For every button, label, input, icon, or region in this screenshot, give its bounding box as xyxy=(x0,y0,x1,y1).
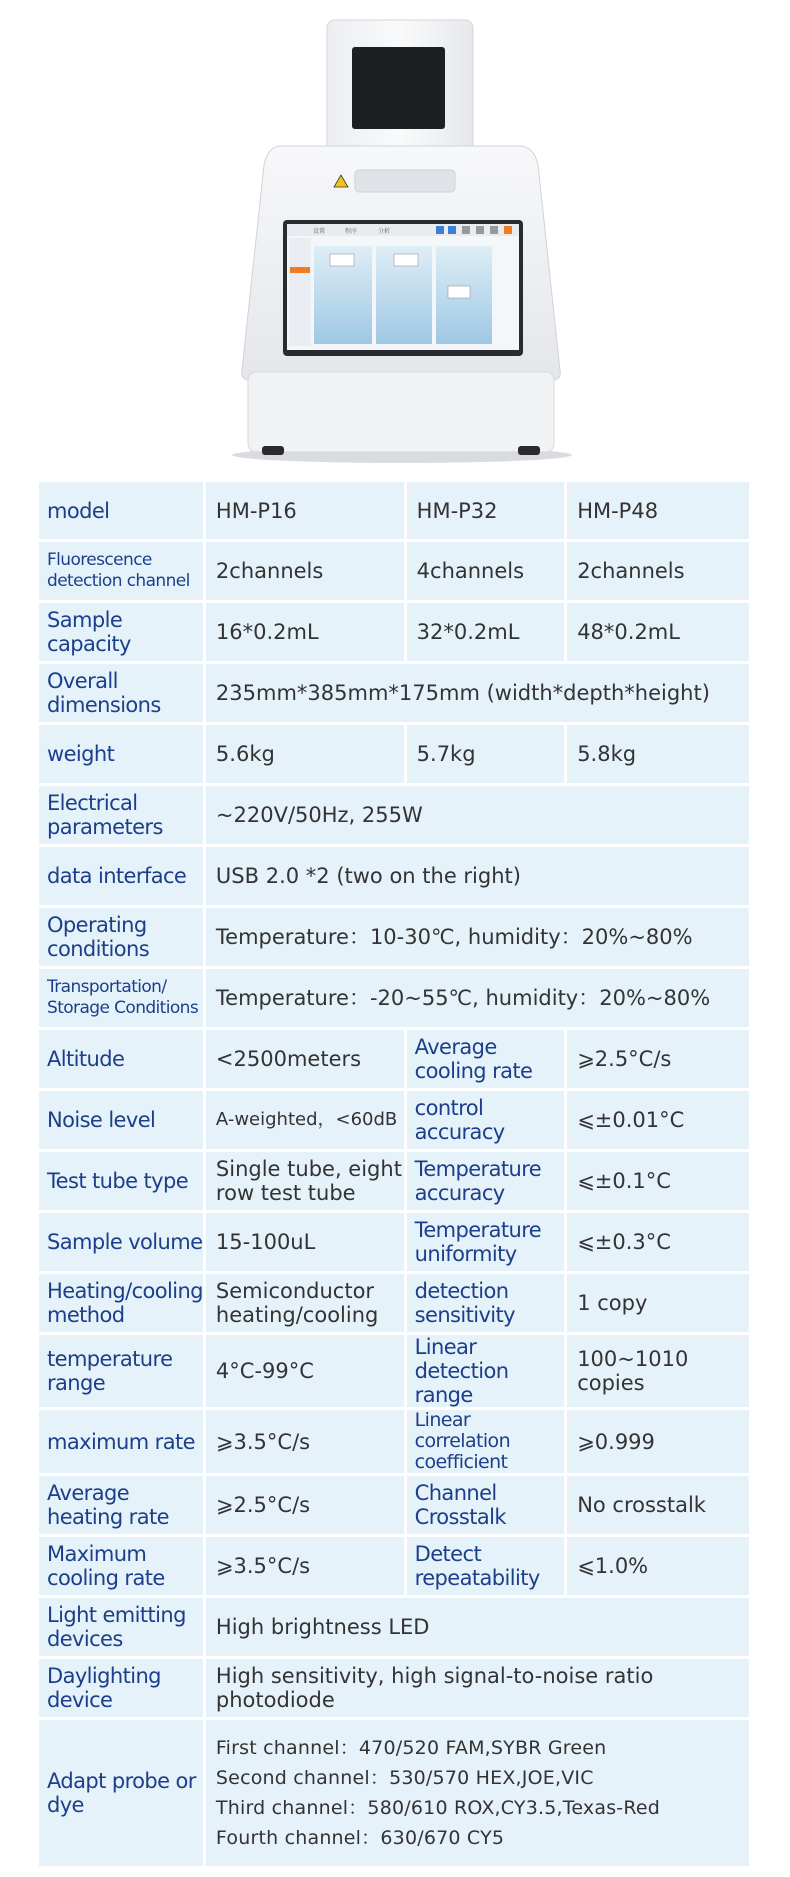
screen-tab-3: 分析 xyxy=(378,228,391,235)
pair-value-left: Single tube, eight row test tube xyxy=(206,1152,404,1210)
capacity-value-2: 32*0.2mL xyxy=(407,603,565,661)
table-row xyxy=(39,542,749,600)
table-row xyxy=(39,786,749,844)
model-value-3: HM-P48 xyxy=(567,482,749,539)
capacity-value-3: 48*0.2mL xyxy=(567,603,749,661)
pair-label-right: Temperature accuracy xyxy=(407,1152,565,1210)
probe-line: First channel：470/520 FAM,SYBR Green xyxy=(215,1737,607,1759)
pair-value-right: ⩽1.0% xyxy=(567,1537,749,1595)
table-row xyxy=(39,969,749,1027)
table-row xyxy=(39,1091,749,1149)
screen-tab-1: 设置 xyxy=(313,228,326,235)
table-row xyxy=(39,1720,749,1866)
pair-value-right: ⩾2.5°C/s xyxy=(567,1030,749,1088)
pair-value-right: 100~1010 copies xyxy=(567,1335,749,1407)
pair-value-left: <2500meters xyxy=(206,1030,404,1088)
electrical-label: Electrical parameters xyxy=(39,786,203,844)
table-row xyxy=(39,908,749,966)
pair-label-left: Noise level xyxy=(39,1091,203,1149)
pair-value-right: ⩽±0.01°C xyxy=(567,1091,749,1149)
pair-value-right: ⩽±0.1°C xyxy=(567,1152,749,1210)
pair-label-right: control accuracy xyxy=(407,1091,565,1149)
pair-label-left: Maximum cooling rate xyxy=(39,1537,203,1595)
operating-value: Temperature：10-30℃, humidity：20%~80% xyxy=(206,908,749,966)
table-row xyxy=(39,847,749,905)
channel-value-1: 2channels xyxy=(206,542,404,600)
model-value-2: HM-P32 xyxy=(407,482,565,539)
table-row xyxy=(39,482,749,539)
weight-value-3: 5.8kg xyxy=(567,725,749,783)
model-label: model xyxy=(39,482,203,539)
pair-value-right: No crosstalk xyxy=(567,1476,749,1534)
table-row xyxy=(39,1274,749,1332)
electrical-value: ~220V/50Hz, 255W xyxy=(206,786,749,844)
channel-label: Fluorescence detection channel xyxy=(39,542,203,600)
storage-value: Temperature：-20~55℃, humidity：20%~80% xyxy=(206,969,749,1027)
probe-line: Fourth channel：630/670 CY5 xyxy=(215,1827,505,1849)
pair-label-right: detection sensitivity xyxy=(407,1274,565,1332)
weight-label: weight xyxy=(39,725,203,783)
table-row xyxy=(39,664,749,722)
table-row xyxy=(39,725,749,783)
pair-value-left: ⩾3.5°C/s xyxy=(206,1537,404,1595)
operating-label: Operating conditions xyxy=(39,908,203,966)
channel-value-3: 2channels xyxy=(567,542,749,600)
pair-label-left: Test tube type xyxy=(39,1152,203,1210)
pair-value-right: 1 copy xyxy=(567,1274,749,1332)
pair-value-right: ⩽±0.3°C xyxy=(567,1213,749,1271)
table-row xyxy=(39,1335,749,1407)
probe-line: Third channel：580/610 ROX,CY3.5,Texas-Red xyxy=(215,1797,661,1819)
weight-value-1: 5.6kg xyxy=(206,725,404,783)
probe-line: Second channel：530/570 HEX,JOE,VIC xyxy=(215,1767,594,1789)
pair-label-right: Linear correlation coefficient xyxy=(407,1410,565,1473)
table-row xyxy=(39,1410,749,1473)
probe-value xyxy=(206,1720,749,1866)
model-value-1: HM-P16 xyxy=(206,482,404,539)
pair-label-left: Altitude xyxy=(39,1030,203,1088)
capacity-label: Sample capacity xyxy=(39,603,203,661)
table-row xyxy=(39,603,749,661)
pair-label-left: temperature range xyxy=(39,1335,203,1407)
dimensions-value: 235mm*385mm*175mm (width*depth*height) xyxy=(206,664,749,722)
table-row xyxy=(39,1152,749,1210)
pair-label-right: Temperature uniformity xyxy=(407,1213,565,1271)
light-label: Light emitting devices xyxy=(39,1598,203,1656)
daylight-value: High sensitivity, high signal-to-noise ratio photodiode xyxy=(206,1659,749,1717)
daylight-label: Daylighting device xyxy=(39,1659,203,1717)
pair-label-left: maximum rate xyxy=(39,1410,203,1473)
table-row xyxy=(39,1476,749,1534)
interface-value: USB 2.0 *2 (two on the right) xyxy=(206,847,749,905)
pair-label-right: Linear detection range xyxy=(407,1335,565,1407)
pair-value-left: 4°C-99°C xyxy=(206,1335,404,1407)
pair-label-left: Average heating rate xyxy=(39,1476,203,1534)
probe-label: Adapt probe or dye xyxy=(39,1720,203,1866)
storage-label: Transportation/ Storage Conditions xyxy=(39,969,203,1027)
pair-label-left: Sample volume xyxy=(39,1213,203,1271)
pair-value-left: ⩾2.5°C/s xyxy=(206,1476,404,1534)
pair-value-left: ⩾3.5°C/s xyxy=(206,1410,404,1473)
pair-value-left: Semiconductor heating/cooling xyxy=(206,1274,404,1332)
product-image xyxy=(0,0,790,470)
pair-value-left: 15-100uL xyxy=(206,1213,404,1271)
pair-value-left: A-weighted，<60dB xyxy=(206,1091,404,1149)
table-row xyxy=(39,1213,749,1271)
pair-label-right: Channel Crosstalk xyxy=(407,1476,565,1534)
pair-label-right: Detect repeatability xyxy=(407,1537,565,1595)
table-row xyxy=(39,1598,749,1656)
table-row xyxy=(39,1030,749,1088)
weight-value-2: 5.7kg xyxy=(407,725,565,783)
channel-value-2: 4channels xyxy=(407,542,565,600)
screen-tab-2: 程序 xyxy=(345,228,358,235)
pair-value-right: ⩾0.999 xyxy=(567,1410,749,1473)
capacity-value-1: 16*0.2mL xyxy=(206,603,404,661)
spec-table xyxy=(36,479,752,1869)
table-row xyxy=(39,1659,749,1717)
pair-label-right: Average cooling rate xyxy=(407,1030,565,1088)
dimensions-label: Overall dimensions xyxy=(39,664,203,722)
table-row xyxy=(39,1537,749,1595)
pair-label-left: Heating/cooling method xyxy=(39,1274,203,1332)
interface-label: data interface xyxy=(39,847,203,905)
light-value: High brightness LED xyxy=(206,1598,749,1656)
